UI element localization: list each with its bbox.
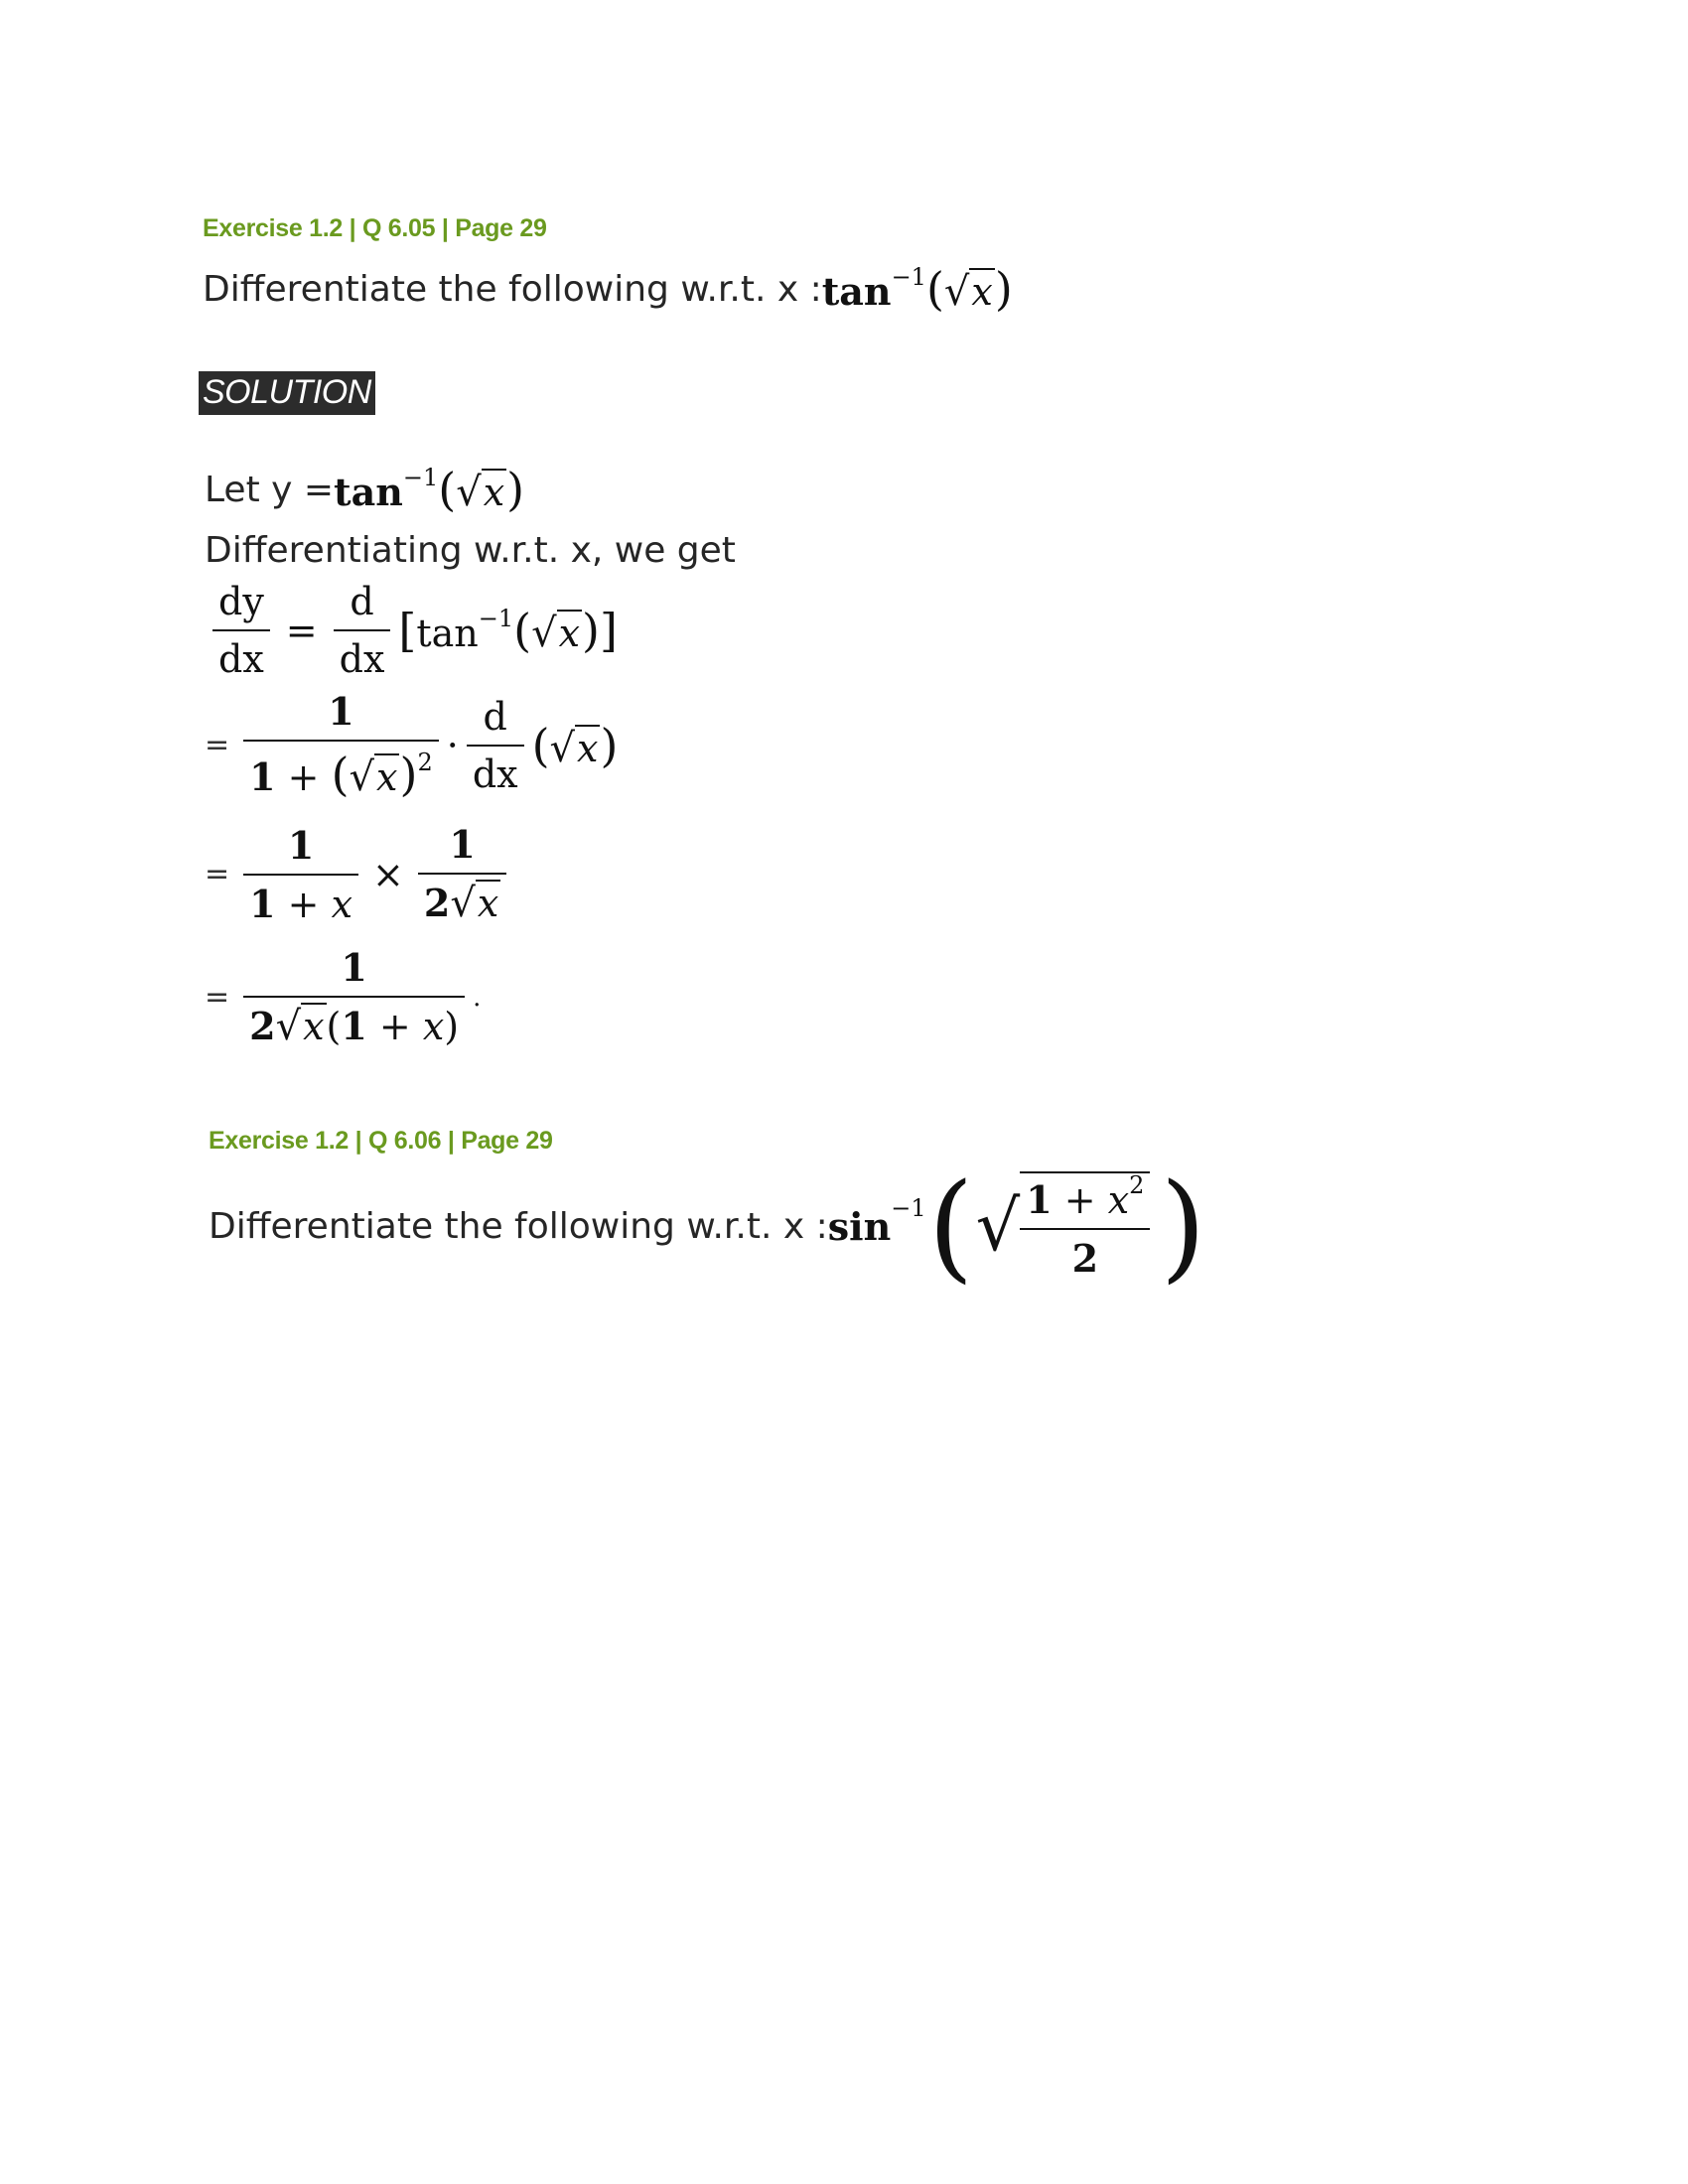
question-text: Differentiate the following w.r.t. x : — [203, 268, 822, 310]
step-differentiating: Differentiating w.r.t. x, we get — [205, 530, 736, 571]
fraction-dy-dx: $\frac{dy}{dx}$ — [212, 580, 270, 681]
fraction-1-over-1px: $\frac{1}{1 + x}$ — [243, 823, 358, 926]
equals-sign: = — [205, 980, 230, 1015]
fraction-d-dx: $\frac{d}{dx}$ — [334, 580, 391, 681]
fraction-d-dx-2: $\frac{d}{dx}$ — [467, 695, 524, 796]
question-math: $\tan^{-1}(√x)$ — [821, 262, 1013, 316]
fraction-chain: $\frac{1}{1 + (√x)^2}$ — [243, 689, 439, 801]
fraction-sqrt-arg: $\frac{1 + x^2}{2}$ — [1020, 1171, 1150, 1281]
fraction-1-over-2sqrtx: $\frac{1}{2√x}$ — [418, 822, 506, 926]
equals-sign: = — [205, 728, 230, 762]
step-result: = $\frac{1}{2√x(1 + x)}$ . — [205, 945, 482, 1049]
question-math: sin $^{-1}$ ( √ $\frac{1 + x^2}{2}$ ) — [827, 1158, 1206, 1295]
question-q605 — [203, 262, 1013, 316]
question-text: Differentiate the following w.r.t. x : — [209, 1205, 828, 1247]
step-let-text: Let y = — [205, 469, 335, 510]
step-let — [205, 463, 524, 516]
exercise-meta-q605: Exercise 1.2 | Q 6.05 | Page 29 — [203, 214, 547, 242]
solution-label: SOLUTION — [199, 371, 375, 415]
question-q606 — [209, 1158, 1207, 1295]
step-product: = $\frac{1}{1 + x}$ × $\frac{1}{2√x}$ — [205, 822, 514, 926]
exercise-meta-q606: Exercise 1.2 | Q 6.06 | Page 29 — [209, 1127, 553, 1155]
step-let-math: $\tan^{-1}(√x)$ — [334, 463, 525, 516]
step-derivative: $\frac{dy}{dx}$ = $\frac{d}{dx}$ $[\tan^{-1}(√x)]$ — [205, 580, 618, 681]
step-chain-rule: = $\frac{1}{1 + (√x)^2}$ · $\frac{d}{dx}$ (√x) — [205, 689, 619, 801]
fraction-result: $\frac{1}{2√x(1 + x)}$ — [243, 945, 465, 1049]
equals-sign: = — [205, 857, 230, 891]
